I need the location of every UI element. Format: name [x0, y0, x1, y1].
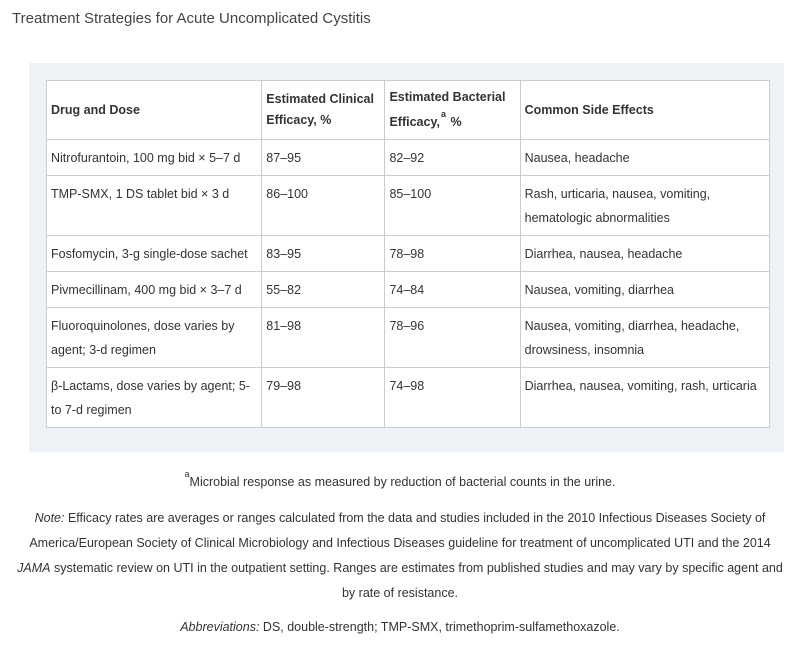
cell-drug-and-dose: Fosfomycin, 3-g single-dose sachet	[47, 236, 262, 272]
cell-side-effects: Nausea, headache	[520, 140, 769, 176]
footnote-a-marker: a	[440, 109, 446, 119]
header-drug-and-dose: Drug and Dose	[47, 81, 262, 140]
cell-side-effects: Rash, urticaria, nausea, vomiting, hematologic abnormalities	[520, 176, 769, 236]
footnotes	[14, 468, 786, 638]
header-bacterial-efficacy-unit: %	[450, 115, 462, 130]
cell-drug-and-dose: Nitrofurantoin, 100 mg bid × 5–7 d	[47, 140, 262, 176]
table-header-row	[47, 81, 770, 140]
cell-clinical-efficacy: 81–98	[262, 308, 385, 368]
cell-clinical-efficacy: 86–100	[262, 176, 385, 236]
table-panel	[29, 63, 784, 452]
cell-drug-and-dose: TMP-SMX, 1 DS tablet bid × 3 d	[47, 176, 262, 236]
table-row	[47, 140, 770, 176]
header-bacterial-efficacy-text: Estimated Bacterial Efficacy,	[389, 90, 506, 130]
header-bacterial-efficacy	[385, 81, 520, 140]
cell-clinical-efficacy: 83–95	[262, 236, 385, 272]
abbreviations-label: Abbreviations:	[180, 620, 260, 635]
cell-bacterial-efficacy: 85–100	[385, 176, 520, 236]
table-row	[47, 272, 770, 308]
table-note	[14, 506, 786, 606]
note-text-part-2: systematic review on UTI in the outpatient setting. Ranges are estimates from published studies and may vary by specific agent and by rate of resistance.	[50, 561, 783, 601]
note-label: Note:	[34, 511, 65, 526]
cell-bacterial-efficacy: 74–98	[385, 368, 520, 428]
note-journal: JAMA	[17, 561, 51, 576]
cell-side-effects: Diarrhea, nausea, headache	[520, 236, 769, 272]
cell-bacterial-efficacy: 78–96	[385, 308, 520, 368]
table-row	[47, 368, 770, 428]
table-row	[47, 236, 770, 272]
footnote-a-superscript: a	[184, 469, 190, 479]
footnote-a-text: Microbial response as measured by reduction of bacterial counts in the urine.	[189, 475, 616, 490]
header-clinical-efficacy: Estimated Clinical Efficacy, %	[262, 81, 385, 140]
cell-side-effects: Nausea, vomiting, diarrhea, headache, drowsiness, insomnia	[520, 308, 769, 368]
cell-drug-and-dose: β-Lactams, dose varies by agent; 5- to 7-d regimen	[47, 368, 262, 428]
cell-side-effects: Diarrhea, nausea, vomiting, rash, urticaria	[520, 368, 769, 428]
note-text-part-1: Efficacy rates are averages or ranges calculated from the data and studies included in the 2010 Infectious Diseases Society of America/European Society of Clinical Microbiology and Infectious Diseases guideline for treatment of uncomplicated UTI and the 2014	[29, 511, 771, 551]
treatment-table	[46, 80, 770, 428]
cell-clinical-efficacy: 87–95	[262, 140, 385, 176]
footnote-a	[14, 468, 786, 492]
cell-drug-and-dose: Fluoroquinolones, dose varies by agent; 3-d regimen	[47, 308, 262, 368]
table-row	[47, 176, 770, 236]
cell-bacterial-efficacy: 74–84	[385, 272, 520, 308]
cell-clinical-efficacy: 79–98	[262, 368, 385, 428]
header-side-effects: Common Side Effects	[520, 81, 769, 140]
page-title: Treatment Strategies for Acute Uncomplicated Cystitis	[12, 10, 371, 27]
abbreviations	[14, 616, 786, 638]
cell-bacterial-efficacy: 78–98	[385, 236, 520, 272]
cell-bacterial-efficacy: 82–92	[385, 140, 520, 176]
abbreviations-text: DS, double-strength; TMP-SMX, trimethoprim-sulfamethoxazole.	[259, 620, 620, 635]
cell-side-effects: Nausea, vomiting, diarrhea	[520, 272, 769, 308]
table-row	[47, 308, 770, 368]
cell-drug-and-dose: Pivmecillinam, 400 mg bid × 3–7 d	[47, 272, 262, 308]
cell-clinical-efficacy: 55–82	[262, 272, 385, 308]
